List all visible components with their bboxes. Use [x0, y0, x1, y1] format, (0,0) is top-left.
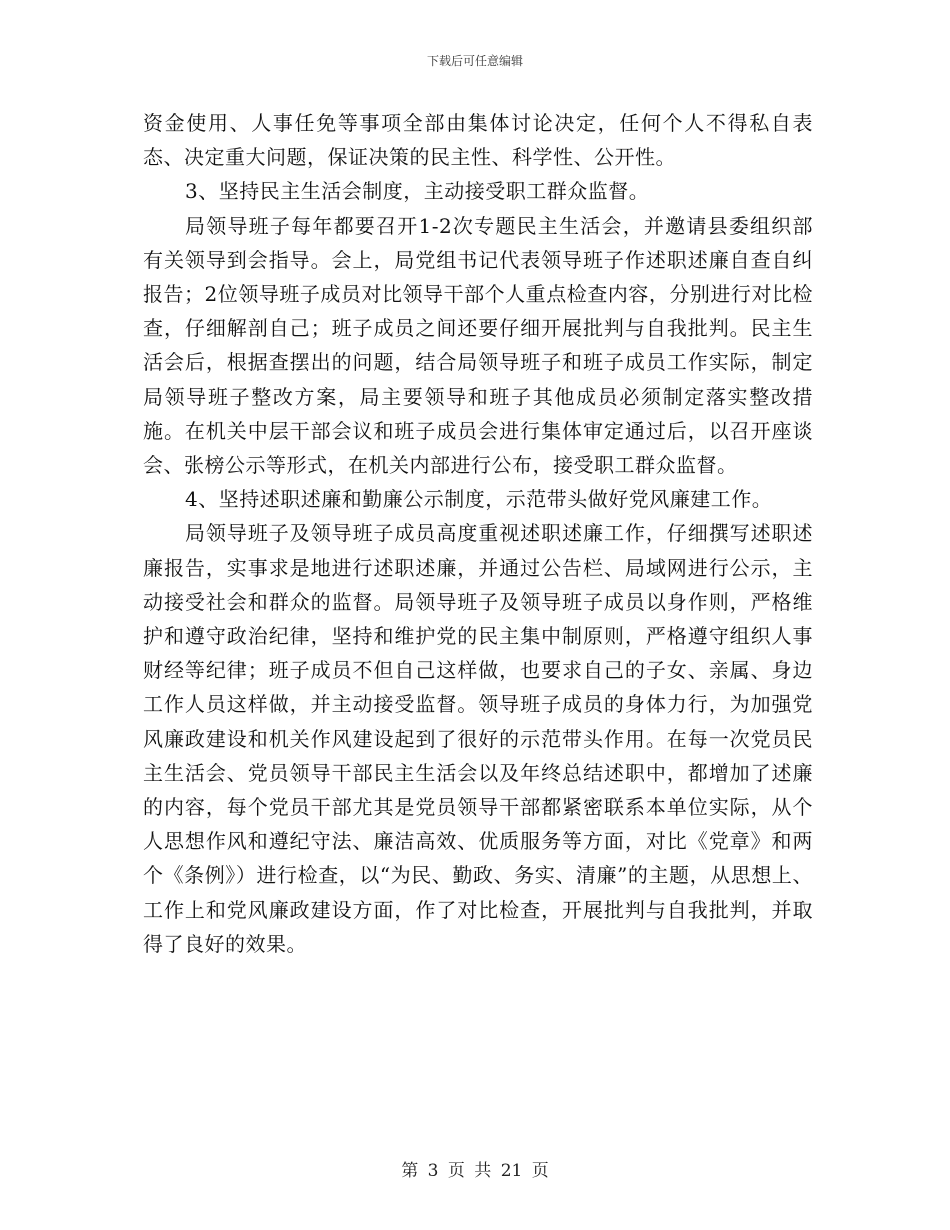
- section-heading-4: 4、坚持述职述廉和勤廉公示制度，示范带头做好党风廉建工作。: [185, 487, 773, 512]
- paragraph: 局领导班子每年都要召开1-2次专题民主生活会，并邀请县委组织部有关领导到会指导。会上，局党组书记代表领导班子作述职述廉自查自纠报告；2位领导班子成员对比领导干部个人重点检查内容，分别进行对比检查，仔细解剖自己；班子成员之间还要仔细开展批判与自我批判。民主生活会后，根据查摆出的问题，结合局领导班子和班子成员工作实际，制定局领导班子整改方案，局主要领导和班子其他成员必须制定落实整改措施。在机关中层干部会议和班子成员会进行集体审定通过后，以召开座谈会、张榜公示等形式，在机关内部进行公布，接受职工群众监督。: [143, 213, 813, 478]
- document-body: [143, 106, 813, 961]
- paragraph: 局领导班子及领导班子成员高度重视述职述廉工作，仔细撰写述职述廉报告，实事求是地进行述职述廉，并通过公告栏、局域网进行公示，主动接受社会和群众的监督。局领导班子及领导班子成员以身作则，严格维护和遵守政治纪律，坚持和维护党的民主集中制原则，严格遵守组织人事财经等纪律；班子成员不但自己这样做，也要求自己的子女、亲属、身边工作人员这样做，并主动接受监督。领导班子成员的身体力行，为加强党风廉政建设和机关作风建设起到了很好的示范带头作用。在每一次党员民主生活会、党员领导干部民主生活会以及年终总结述职中，都增加了述廉的内容，每个党员干部尤其是党员领导干部都紧密联系本单位实际，从个人思想作风和遵纪守法、廉洁高效、优质服务等方面，对比《党章》和两个《条例》）进行检查，以“为民、勤政、务实、清廉”的主题，从思想上、工作上和党风廉政建设方面，作了对比检查，开展批判与自我批判，并取得了良好的效果。: [143, 521, 813, 956]
- paragraph: 资金使用、人事任免等事项全部由集体讨论决定，任何个人不得私自表态、决定重大问题，保证决策的民主性、科学性、公开性。: [143, 111, 813, 170]
- page-header-note: 下载后可任意编辑: [426, 54, 523, 68]
- section-heading-3: 3、坚持民主生活会制度，主动接受职工群众监督。: [185, 179, 650, 204]
- page-number: 第 3 页 共 21 页: [401, 1161, 549, 1181]
